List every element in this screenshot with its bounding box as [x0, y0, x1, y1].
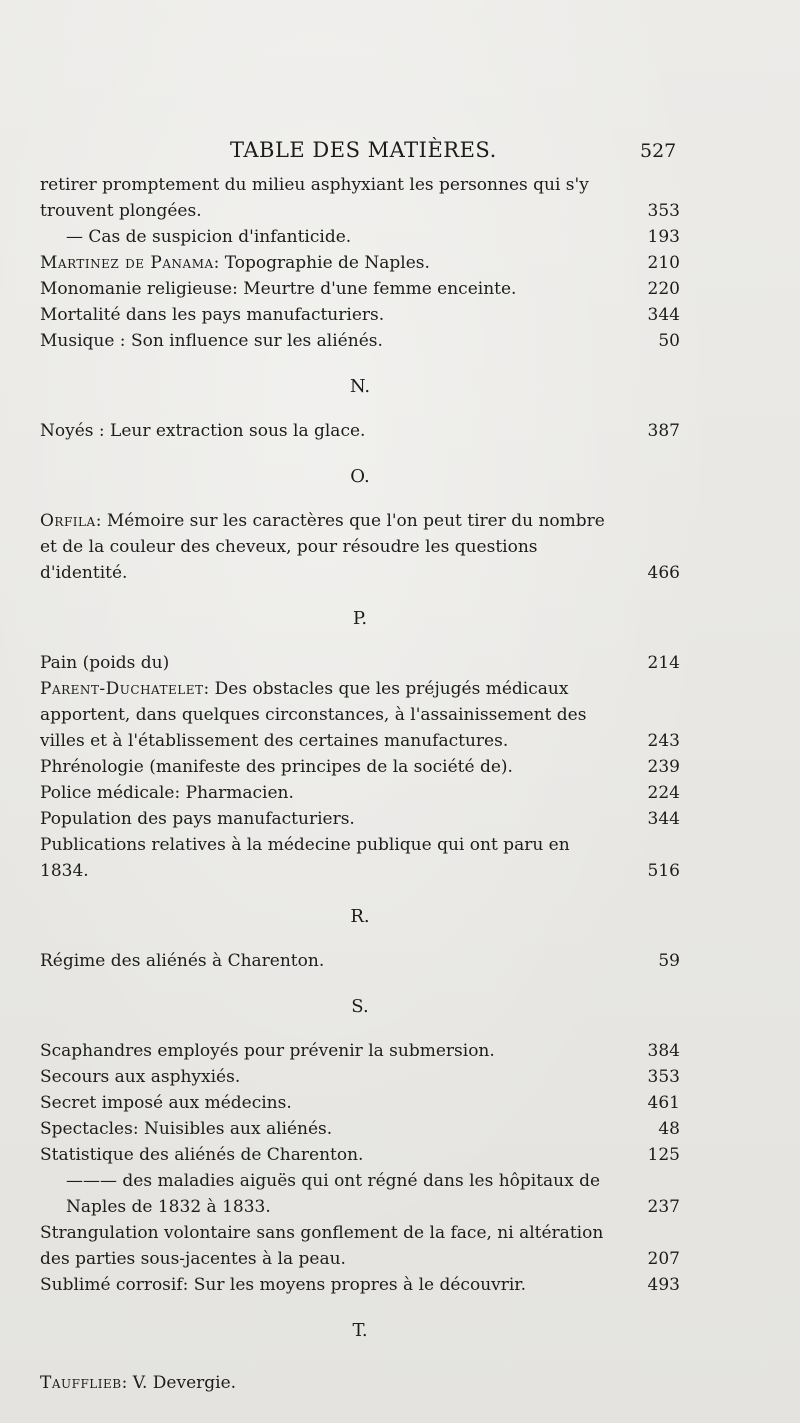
section-letter-n: N. [349, 376, 371, 397]
index-entry [40, 1064, 680, 1090]
entry-text: Police médicale: Pharmacien. [40, 783, 294, 803]
entry-page: 353 [647, 1067, 680, 1087]
entry-page: 344 [647, 809, 680, 829]
page-title: TABLE DES MATIÈRES. [230, 138, 497, 162]
entry-page: 48 [658, 1119, 680, 1139]
author-name: Orfila [40, 511, 96, 531]
entry-text [40, 1370, 680, 1396]
index-entry [40, 780, 680, 806]
entry-text: Noyés : Leur extraction sous la glace. [40, 421, 366, 441]
entry-text: Publications relatives à la médecine publique qui ont paru en 1834. [40, 835, 570, 881]
entry-text: ——— des maladies aiguës qui ont régné dans les hôpitaux de Naples de 1832 à 1833. [66, 1171, 601, 1217]
entry-text: Population des pays manufacturiers. [40, 809, 355, 829]
index-entry [40, 1220, 680, 1272]
page-number: 527 [640, 140, 677, 162]
entry-title: : Mémoire sur les caractères que l'on peut tirer du nombre et de la couleur des cheveux, pour résoudre les questions d'identité. [40, 511, 605, 583]
entry-page: 207 [647, 1249, 680, 1269]
section-letter-o: O. [350, 466, 370, 487]
entry-page: 214 [647, 653, 680, 673]
index-entry [40, 172, 680, 224]
entry-text: Pain (poids du) [40, 653, 170, 673]
entry-title: : Des obstacles que les préjugés médicaux apportent, dans quelques circonstances, à l'assainissement des villes et à l'établissement des certaines manufactures. [40, 679, 587, 751]
section-letter-t: T. [352, 1320, 368, 1341]
index-entry [40, 1142, 680, 1168]
entry-text: Scaphandres employés pour prévenir la submersion. [40, 1041, 495, 1061]
entry-text: Secret imposé aux médecins. [40, 1093, 292, 1113]
entry-page: 516 [647, 861, 680, 881]
entry-text [40, 508, 680, 586]
entry-page: 210 [647, 253, 680, 273]
index-entry [40, 1370, 680, 1396]
entry-text: Régime des aliénés à Charenton. [40, 951, 325, 971]
entry-text: Mortalité dans les pays manufacturiers. [40, 305, 385, 325]
index-entry [40, 302, 680, 328]
entry-text [40, 250, 680, 276]
index-entry [40, 1168, 680, 1220]
entry-text: Monomanie religieuse: Meurtre d'une femme enceinte. [40, 279, 517, 299]
section-letter-s: S. [351, 996, 369, 1017]
entry-page: 466 [647, 563, 680, 583]
entry-text: Sublimé corrosif: Sur les moyens propres à le découvrir. [40, 1275, 526, 1295]
entry-page: 237 [647, 1197, 680, 1217]
entry-text: Phrénologie (manifeste des principes de la société de). [40, 757, 513, 777]
index-entry [40, 832, 680, 884]
entry-text: Musique : Son influence sur les aliénés. [40, 331, 383, 351]
index-entry [40, 676, 680, 754]
author-name: Taufflieb [40, 1373, 122, 1393]
index-entry [40, 1090, 680, 1116]
entry-page: 50 [658, 331, 680, 351]
entry-page: 387 [647, 421, 680, 441]
index-entry [40, 806, 680, 832]
index-entry [40, 1116, 680, 1142]
entry-text: Strangulation volontaire sans gonflement de la face, ni altération des parties sous-jacentes à la peau. [40, 1223, 604, 1269]
entry-text: Spectacles: Nuisibles aux aliénés. [40, 1119, 333, 1139]
index-entry [40, 948, 680, 974]
index-entry [40, 224, 680, 250]
entry-title: : Topographie de Naples. [213, 253, 430, 273]
section-letter-p: P. [352, 608, 368, 629]
entry-page: 59 [658, 951, 680, 971]
index-entry [40, 418, 680, 444]
entry-page: 239 [647, 757, 680, 777]
running-header [0, 138, 800, 168]
entry-page: 344 [647, 305, 680, 325]
index-entry [40, 328, 680, 354]
entry-page: 220 [647, 279, 680, 299]
entry-page: 193 [647, 227, 680, 247]
entry-page: 353 [647, 201, 680, 221]
entry-text: Statistique des aliénés de Charenton. [40, 1145, 364, 1165]
section-letter-r: R. [350, 906, 370, 927]
author-name: Parent-Duchatelet [40, 679, 204, 699]
index-entry [40, 250, 680, 276]
entry-page: 493 [647, 1275, 680, 1295]
entry-title: : V. Devergie. [121, 1373, 237, 1393]
entry-text: — Cas de suspicion d'infanticide. [66, 227, 352, 247]
entry-page: 384 [647, 1041, 680, 1061]
index-entries [40, 172, 680, 1396]
author-name: Martinez de Panama [40, 253, 214, 273]
index-entry [40, 1038, 680, 1064]
entry-page: 125 [647, 1145, 680, 1165]
index-entry [40, 754, 680, 780]
index-entry [40, 276, 680, 302]
index-entry [40, 508, 680, 586]
index-entry [40, 650, 680, 676]
index-entry [40, 1272, 680, 1298]
entry-text [40, 676, 680, 754]
entry-page: 243 [647, 731, 680, 751]
entry-page: 224 [647, 783, 680, 803]
entry-text: retirer promptement du milieu asphyxiant les personnes qui s'y trouvent plongées. [40, 175, 589, 221]
entry-text: Secours aux asphyxiés. [40, 1067, 241, 1087]
entry-page: 461 [647, 1093, 680, 1113]
